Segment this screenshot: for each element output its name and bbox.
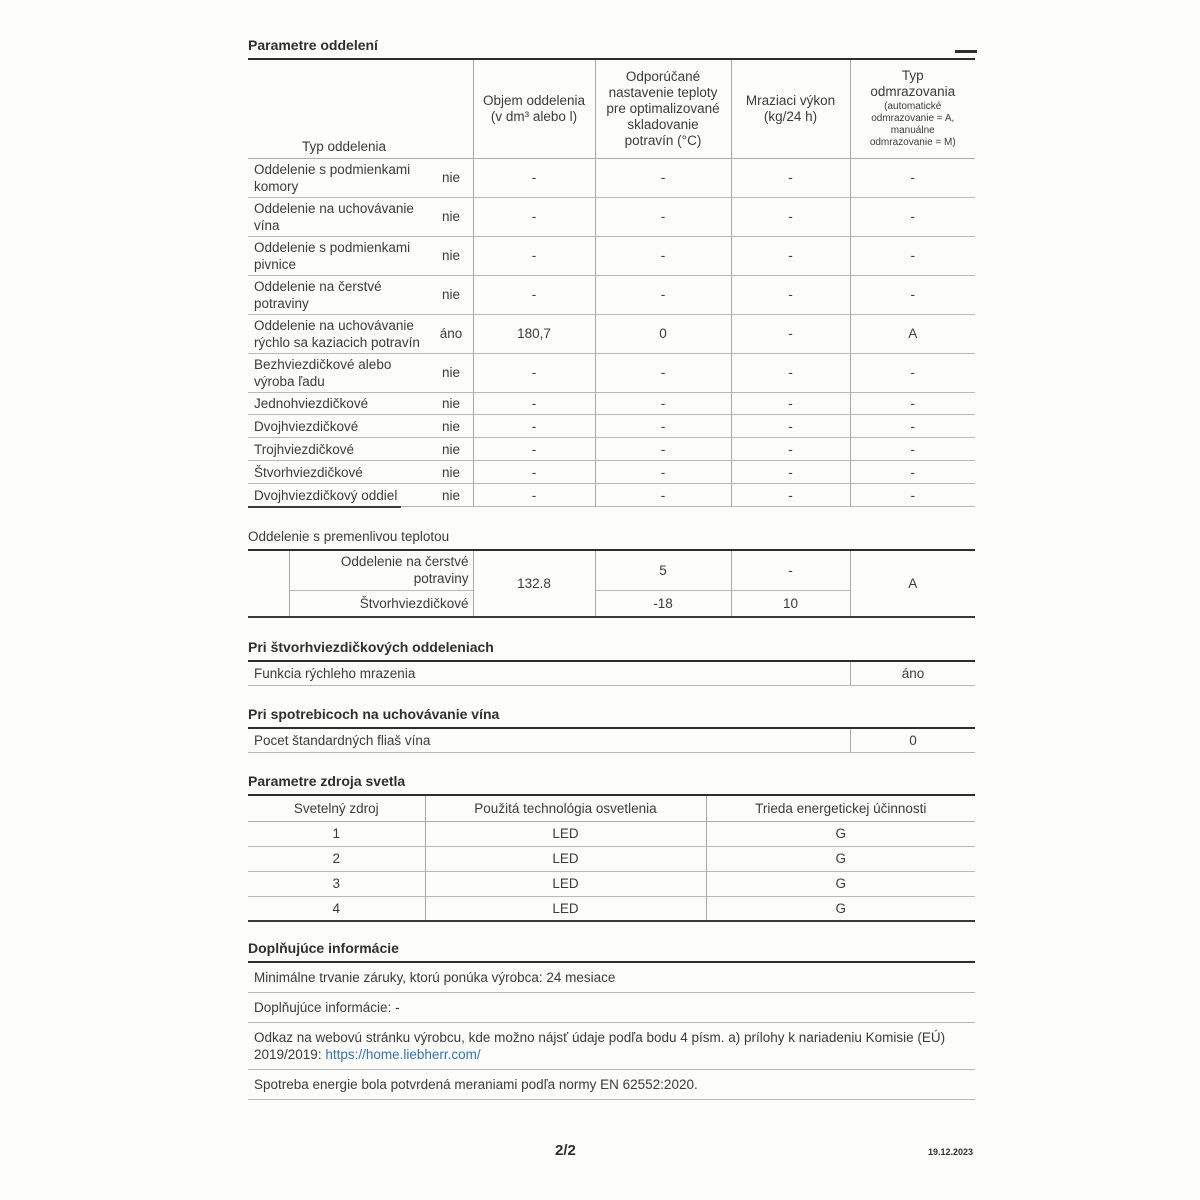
- top-right-tick-mark: [955, 50, 977, 53]
- compartment-present: nie: [441, 442, 460, 458]
- cell-freezing: -: [731, 461, 850, 484]
- compartment-label: Trojhviezdičkové: [254, 442, 355, 458]
- header-light-source: Svetelný zdroj: [248, 796, 425, 821]
- cell-compartment: [248, 197, 473, 236]
- table-row: [248, 158, 975, 197]
- cell-defrost: -: [850, 158, 975, 197]
- cell-compartment: [248, 236, 473, 275]
- content-area: [248, 38, 975, 1100]
- compartment-label: Štvorhviezdičkové: [254, 465, 363, 481]
- section-title-wine: Pri spotrebicoch na uchovávanie vína: [248, 707, 975, 729]
- section-title-four-star: Pri štvorhviezdičkových oddeleniach: [248, 640, 975, 662]
- wine-bottles-label: Pocet štandardných fliaš vína: [254, 733, 431, 749]
- compartment-present: nie: [441, 365, 460, 380]
- page-number: 2/2: [555, 1142, 576, 1159]
- wine-bottles-value: 0: [850, 729, 975, 752]
- cell-freezing: -: [731, 484, 850, 507]
- cell-compartment: [248, 461, 473, 484]
- cell-energy-class: G: [706, 871, 975, 896]
- cell-volume: -: [473, 197, 595, 236]
- section-title-additional-info: Doplňujúce informácie: [248, 941, 975, 963]
- compartment-label: Oddelenie na uchovávanie rýchlo sa kaziacich potravín: [254, 317, 420, 350]
- cell-energy-class: G: [706, 821, 975, 846]
- cell-temperature: -: [595, 484, 731, 507]
- compartment-present: nie: [441, 419, 460, 435]
- cell-freezing: -: [731, 236, 850, 275]
- header-light-technology: Použitá technológia osvetlenia: [425, 796, 706, 821]
- compartment-present: nie: [441, 465, 460, 481]
- cell-temperature: -: [595, 415, 731, 438]
- compartment-label: Dvojhviezdičkové: [254, 419, 359, 435]
- table-row: [248, 550, 975, 590]
- compartment-present: nie: [441, 209, 460, 224]
- compartment-present: áno: [439, 326, 463, 341]
- light-source-table: [248, 796, 975, 922]
- header-defrost-type: [850, 60, 975, 158]
- table-row: [248, 461, 975, 484]
- cell-freezing: -: [731, 415, 850, 438]
- cell-defrost: -: [850, 197, 975, 236]
- header-freezing-capacity: Mraziaci výkon (kg/24 h): [731, 60, 850, 158]
- cell-light-technology: LED: [425, 871, 706, 896]
- table-row: [248, 871, 975, 896]
- cell-defrost: A: [850, 550, 975, 617]
- cell-energy-class: G: [706, 846, 975, 871]
- cell-temperature: -: [595, 438, 731, 461]
- compartment-label: Oddelenie na čerstvé potraviny: [254, 278, 382, 311]
- cell-compartment: [248, 438, 473, 461]
- compartment-present: nie: [441, 396, 460, 412]
- light-header-row: [248, 796, 975, 821]
- cell-light-number: 2: [248, 846, 425, 871]
- table-row: [248, 236, 975, 275]
- cell-compartment: [248, 415, 473, 438]
- cell-freezing: -: [731, 353, 850, 392]
- cell-volume: -: [473, 158, 595, 197]
- compartment-label: Dvojhviezdičkový oddiel: [254, 488, 398, 504]
- cell-temperature: -: [595, 236, 731, 275]
- cell-compartment: [248, 484, 473, 507]
- cell-volume: 132.8: [473, 550, 595, 617]
- compartment-present: nie: [441, 248, 460, 263]
- cell-volume: -: [473, 461, 595, 484]
- cell-defrost: -: [850, 275, 975, 314]
- header-temperature: Odporúčané nastavenie teploty pre optimalizované skladovanie potravín (°C): [595, 60, 731, 158]
- cell-freezing: -: [731, 275, 850, 314]
- table-row: [248, 197, 975, 236]
- header-energy-class: Trieda energetickej účinnosti: [706, 796, 975, 821]
- compartment-present: nie: [441, 287, 460, 302]
- cell-temperature: -: [595, 197, 731, 236]
- compartment-present: nie: [441, 170, 460, 185]
- cell-defrost: -: [850, 236, 975, 275]
- cell-light-technology: LED: [425, 896, 706, 921]
- cell-freezing: -: [731, 392, 850, 415]
- manufacturer-link-text: Odkaz na webovú stránku výrobcu, kde možno nájsť údaje podľa bodu 4 písm. a) prílohy k nariadeniu Komisie (EÚ) 2019/2019:: [254, 1030, 946, 1063]
- cell-freezing: -: [731, 158, 850, 197]
- section-title-light-source: Parametre zdroja svetla: [248, 774, 975, 796]
- cell-volume: -: [473, 438, 595, 461]
- cell-compartment: [248, 158, 473, 197]
- cell-light-number: 4: [248, 896, 425, 921]
- cell-temperature: -: [595, 461, 731, 484]
- fast-freeze-value: áno: [850, 662, 975, 685]
- header-compartment-type-label: Typ oddelenia: [301, 138, 387, 154]
- manufacturer-website-link[interactable]: https://home.liebherr.com/: [325, 1047, 481, 1063]
- compartments-table: [248, 60, 975, 507]
- cell-compartment: [248, 392, 473, 415]
- cell-compartment: [248, 314, 473, 353]
- spacer-cell: [248, 550, 289, 617]
- cell-volume: -: [473, 236, 595, 275]
- table-row: [248, 353, 975, 392]
- table-row: [248, 415, 975, 438]
- table-row: [248, 896, 975, 921]
- cell-volume: -: [473, 392, 595, 415]
- dark-underline-segment: [248, 506, 401, 508]
- cell-temperature: 5: [595, 550, 731, 590]
- info-row-energy-standard: Spotreba energie bola potvrdená meraniami podľa normy EN 62552:2020.: [248, 1070, 975, 1100]
- cell-defrost: -: [850, 353, 975, 392]
- cell-freezing: 10: [731, 590, 850, 617]
- cell-freezing: -: [731, 438, 850, 461]
- cell-temperature: -: [595, 392, 731, 415]
- compartment-label: Bezhviezdičkové alebo výroba ľadu: [254, 356, 392, 389]
- cell-light-number: 3: [248, 871, 425, 896]
- cell-light-technology: LED: [425, 846, 706, 871]
- cell-temperature: -: [595, 158, 731, 197]
- header-defrost-type-note: (automatické odmrazovanie = A, manuálne odmrazovanie = M): [869, 101, 956, 149]
- table-row: [248, 821, 975, 846]
- compartments-table-wrap: [248, 60, 975, 507]
- cell-freezing: -: [731, 197, 850, 236]
- cell-light-technology: LED: [425, 821, 706, 846]
- cell-defrost: -: [850, 438, 975, 461]
- table-row: [248, 438, 975, 461]
- cell-volume: -: [473, 275, 595, 314]
- info-row-warranty: Minimálne trvanie záruky, ktorú ponúka výrobca: 24 mesiace: [248, 963, 975, 993]
- fast-freeze-label: Funkcia rýchleho mrazenia: [254, 666, 416, 682]
- table-row: [248, 275, 975, 314]
- cell-defrost: A: [850, 314, 975, 353]
- compartment-label: Oddelenie s podmienkami komory: [254, 161, 411, 194]
- table-row: [248, 392, 975, 415]
- info-row-manufacturer-link: [248, 1023, 975, 1070]
- cell-light-number: 1: [332, 826, 340, 842]
- header-volume: Objem oddelenia (v dm³ alebo l): [473, 60, 595, 158]
- variable-compartment-label: Oddelenie na čerstvé potraviny: [289, 550, 473, 590]
- cell-temperature: -18: [595, 590, 731, 617]
- table-row: [248, 484, 975, 507]
- compartments-header-row: [248, 60, 975, 158]
- fast-freeze-row: [248, 662, 975, 686]
- cell-volume: -: [473, 415, 595, 438]
- variable-compartment-label: Štvorhviezdičkové: [289, 590, 473, 617]
- header-compartment-type: [248, 60, 473, 158]
- footer-date: 19.12.2023: [927, 1147, 973, 1157]
- wine-bottles-row: [248, 729, 975, 753]
- cell-defrost: -: [850, 415, 975, 438]
- section-title-variable-temperature: Oddelenie s premenlivou teplotou: [248, 529, 450, 545]
- section-title-compartment-parameters: Parametre oddelení: [248, 38, 975, 60]
- cell-volume: -: [473, 353, 595, 392]
- cell-compartment: [248, 353, 473, 392]
- cell-freezing: -: [731, 314, 850, 353]
- cell-volume: 180,7: [473, 314, 595, 353]
- compartment-label: Oddelenie na uchovávanie vína: [254, 200, 414, 233]
- cell-energy-class: G: [706, 896, 975, 921]
- compartment-label: Oddelenie s podmienkami pivnice: [254, 239, 411, 272]
- cell-temperature: 0: [595, 314, 731, 353]
- compartment-label: Jednohviezdičkové: [254, 396, 369, 412]
- table-row: [248, 846, 975, 871]
- cell-temperature: -: [595, 275, 731, 314]
- cell-defrost: -: [850, 461, 975, 484]
- cell-volume: -: [473, 484, 595, 507]
- table-row: [248, 314, 975, 353]
- variable-temperature-table: [248, 549, 975, 618]
- header-defrost-type-label: Typ odmrazovania: [870, 68, 956, 100]
- cell-freezing: -: [731, 550, 850, 590]
- info-row-additional: Doplňujúce informácie: -: [248, 993, 975, 1023]
- compartment-present: nie: [441, 488, 460, 504]
- cell-defrost: -: [850, 484, 975, 507]
- cell-compartment: [248, 275, 473, 314]
- cell-defrost: -: [850, 392, 975, 415]
- cell-temperature: -: [595, 353, 731, 392]
